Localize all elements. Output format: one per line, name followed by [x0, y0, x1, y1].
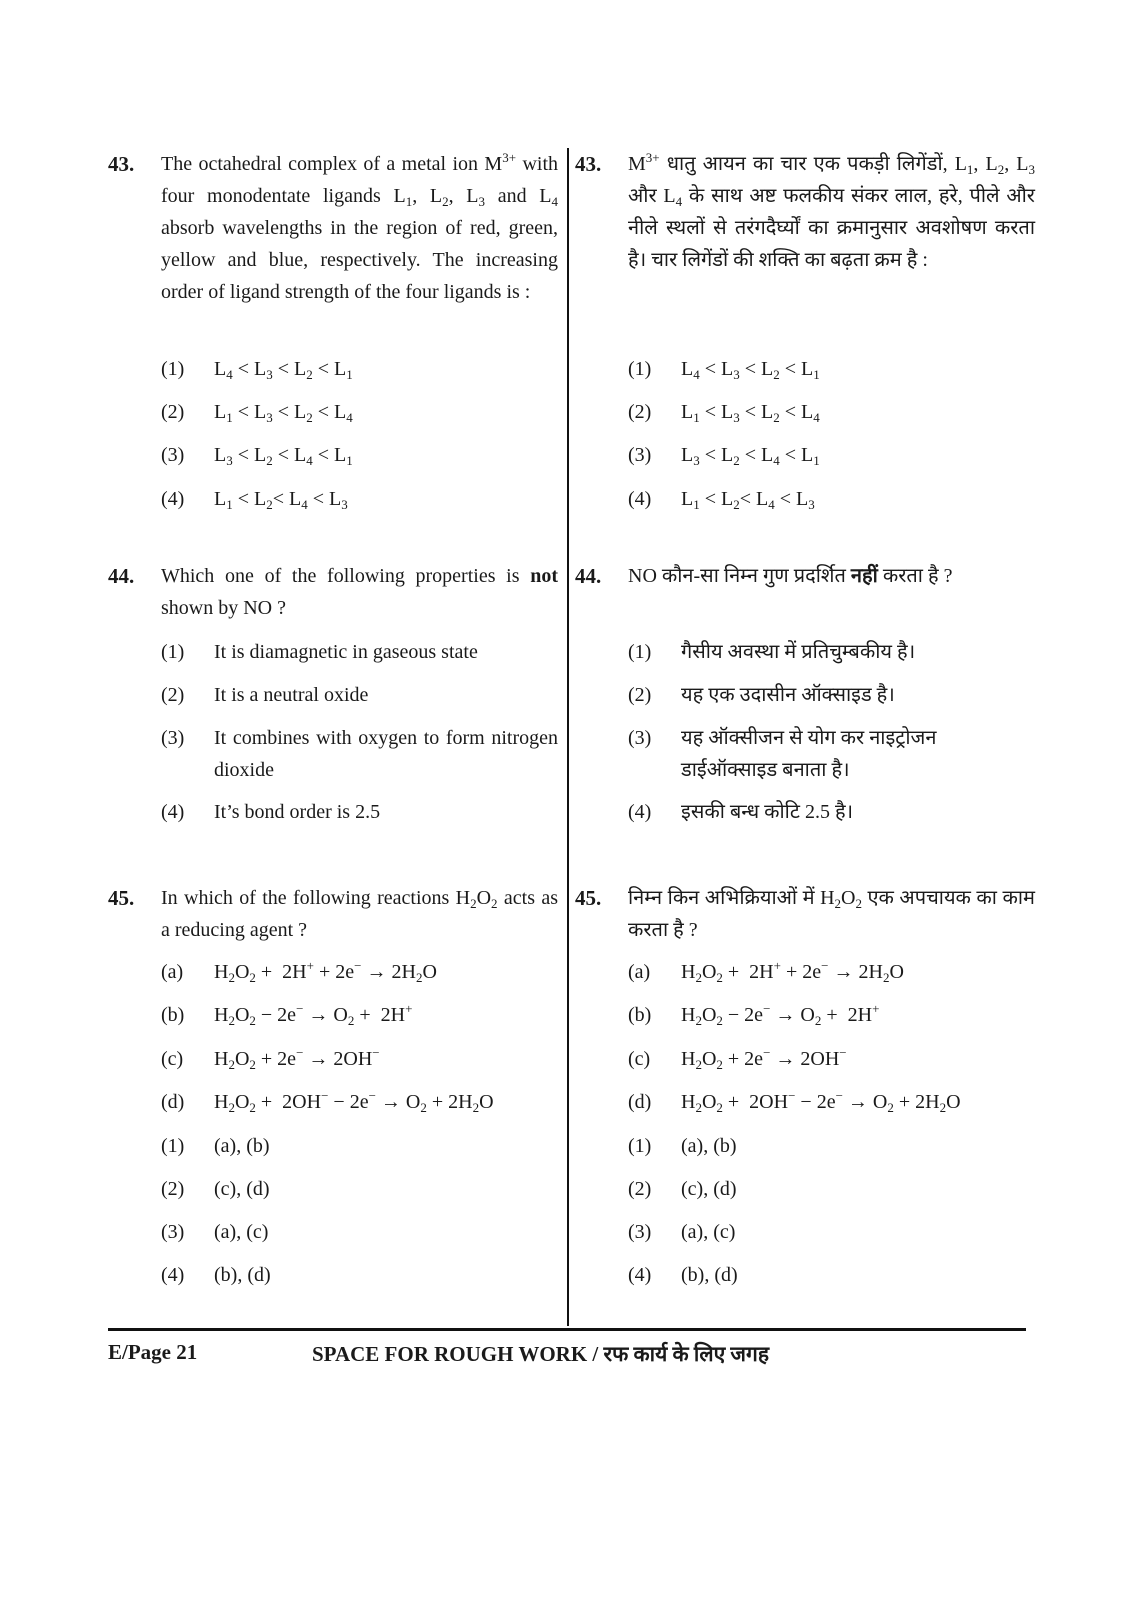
question-text: NO कौन-सा निम्न गुण प्रदर्शित नहीं करता है ? — [628, 565, 953, 587]
question-number: 45. — [575, 886, 602, 910]
rough-work-label: SPACE FOR ROUGH WORK / रफ कार्य के लिए जगह — [312, 1342, 769, 1366]
question-text: Which one of the following properties is not shown by NO ? — [161, 565, 558, 619]
question-text: In which of the following reactions $H_2O_2$ acts as a reducing agent ? — [161, 887, 558, 941]
question-number: 43. — [575, 152, 602, 176]
question-number: 44. — [108, 564, 135, 588]
question-number: 43. — [108, 152, 135, 176]
question-text: The octahedral complex of a metal ion $M^{3+}$ with four monodentate ligands $L_1$, $L_2$, $L_3$ and $L_4$ absorb wavelengths in the region of red, green, yellow and blue, respectively. The increasing order of ligand strength of the four ligands is : — [161, 150, 559, 303]
column-divider — [567, 148, 569, 1326]
question-text: निम्न किन अभिक्रियाओं में $H_2O_2$ एक अपचायक का काम करता है ? — [628, 887, 1035, 941]
question-text: $M^{3+}$ धातु आयन का चार एक पकड़ी लिगेंडों, $L_1$, $L_2$, $L_3$ और $L_4$ के साथ अष्ट फलकीय संकर लाल, हरे, पीले और नीले स्थलों से तरंगदैर्घ्यों का क्रमानुसार अवशोषण करता है। चार लिगेंडों की शक्ति का बढ़ता क्रम है : — [628, 150, 1036, 271]
question-number: 44. — [575, 564, 602, 588]
footer-rule — [108, 1328, 1026, 1331]
question-number: 45. — [108, 886, 135, 910]
page-number: E/Page 21 — [108, 1340, 198, 1364]
